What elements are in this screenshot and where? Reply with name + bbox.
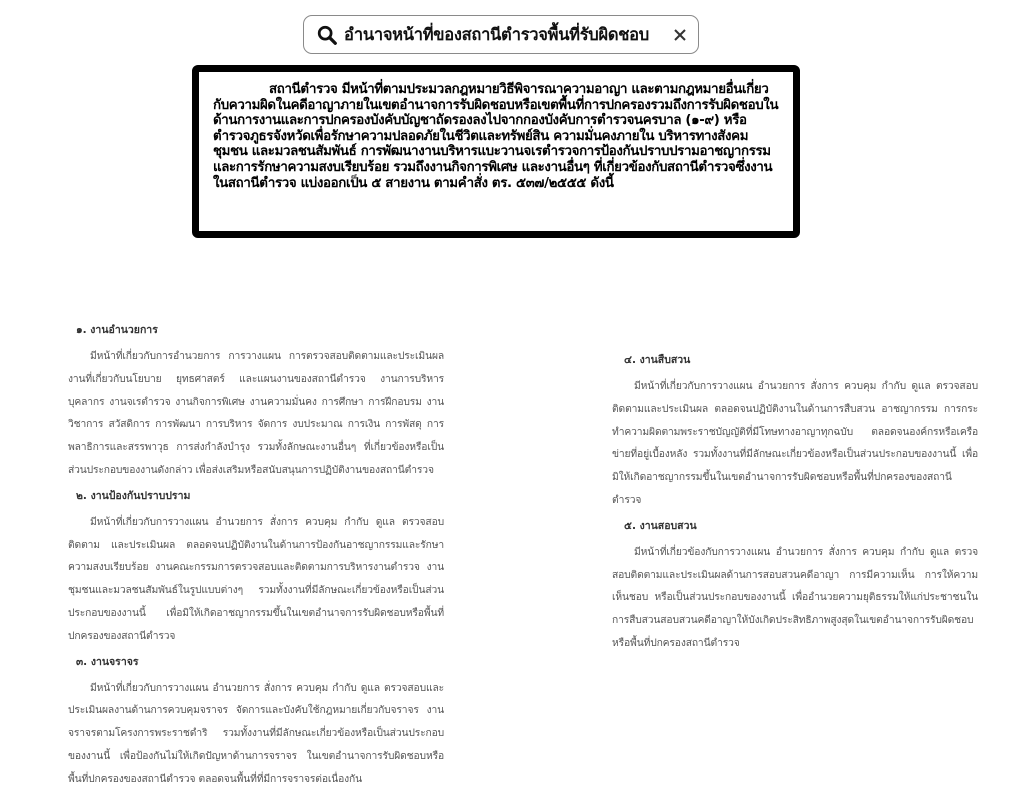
section-administration: [68, 322, 444, 482]
search-query[interactable]: อำนาจหน้าที่ของสถานีตำรวจพื้นที่รับผิดชอบ: [344, 24, 649, 44]
section-body: มีหน้าที่เกี่ยวกับการอำนวยการ การวางแผน การตรวจสอบติดตามและประเมินผลงานที่เกี่ยวกับนโยบาย ยุทธศาสตร์ และแผนงานของสถานีตำรวจ งานการบริหารบุคลากร งานจเรตำรวจ งานกิจการพิเศษ งานความมั่นคง การศึกษา การฝึกอบรม งานวิชาการ สวัสดิการ การพัฒนา การบริหาร จัดการ งบประมาณ การเงิน การพัสดุ การพลาธิการและสรรพาวุธ การส่งกำลังบำรุง รวมทั้งลักษณะงานอื่นๆ ที่เกี่ยวข้องหรือเป็นส่วนประกอบของงานดังกล่าว เพื่อส่งเสริมหรือสนับสนุนการปฏิบัติงานของสถานีตำรวจ: [68, 350, 444, 476]
summary-callout: [192, 65, 800, 238]
section-inquiry: [612, 518, 978, 655]
section-body: มีหน้าที่เกี่ยวกับการวางแผน อำนวยการ สั่งการ ควบคุม กำกับ ดูแล ตรวจสอบและประเมินผลงานด้านการควบคุมจราจร จัดการและบังคับใช้กฎหมายเกี่ยวกับจราจร งานจราจรตามโครงการพระราชดำริ รวมทั้งงานที่มีลักษณะเกี่ยวข้องหรือเป็นส่วนประกอบของงานนี้ เพื่อป้องกันไม่ให้เกิดปัญหาด้านการจราจร ในเขตอำนาจการรับผิดชอบหรือพื้นที่ปกครองของสถานีตำรวจ ตลอดจนพื้นที่ที่มีการจราจรต่อเนื่องกัน: [68, 681, 444, 785]
close-icon[interactable]: [672, 27, 688, 43]
section-title: ๔. งานสืบสวน: [624, 354, 691, 366]
section-title: ๕. งานสอบสวน: [624, 519, 697, 532]
document-left-column: [68, 322, 444, 797]
section-crime-prevention: [68, 488, 444, 648]
section-title: ๓. งานจราจร: [76, 655, 139, 668]
callout-text: สถานีตำรวจ มีหน้าที่ตามประมวลกฎหมายวิธีพิจารณาความอาญา และตามกฎหมายอื่นเกี่ยวกับความผิดในคดีอาญาภายในเขตอำนาจการรับผิดชอบหรือเขตพื้นที่การปกครองรวมถึงการรับผิดชอบในด้านการงานและการปกครองบังคับบัญชาถัดรองลงไปจากกองบังคับการตำรวจนครบาล (๑-๙) หรือตำรวจภูธรจังหวัดเพื่อรักษาความปลอดภัยในชีวิตและทรัพย์สิน ความมั่นคงภายใน บริหารทางสังคม ชุมชน และมวลชนสัมพันธ์ การพัฒนางานบริหารแบะวานจเรตำรวจการป้องกันปราบปรามอาชญากรรมและการรักษาความสงบเรียบร้อย รวมถึงงานกิจการพิเศษ และงานอื่นๆ ที่เกี่ยวข้องกับสถานีตำรวจซึ่งงานในสถานีตำรวจ แบ่งออกเป็น ๕ สายงาน ตามคำสั่ง ตร. ๕๓๗/๒๕๕๕ ดังนี้: [213, 82, 779, 191]
section-investigation: [612, 352, 978, 512]
section-title: ๑. งานอำนวยการ: [76, 324, 158, 336]
section-title: ๒. งานป้องกันปราบปราม: [76, 489, 191, 502]
section-body: มีหน้าที่เกี่ยวกับการวางแผน อำนวยการ สั่งการ ควบคุม กำกับ ดูแล ตรวจสอบติดตาม และประเมินผล ตลอดจนปฏิบัติงานในด้านการป้องกันอาชญากรรมและรักษาความสงบเรียบร้อย งานคณะกรรมการตรวจสอบและติดตามการบริหารงานตำรวจ งานชุมชนและมวลชนสัมพันธ์ในรูปแบบต่างๆ รวมทั้งงานที่มีลักษณะเกี่ยวข้องหรือเป็นส่วนประกอบของงานนี้ เพื่อมิให้เกิดอาชญากรรมขึ้นในเขตอำนาจการรับผิดชอบหรือพื้นที่ปกครองของสถานีตำรวจ: [68, 515, 444, 642]
section-body: มีหน้าที่เกี่ยวข้องกับการวางแผน อำนวยการ สั่งการ ควบคุม กำกับ ดูแล ตรวจสอบติดตามและประเมินผลด้านการสอบสวนคดีอาญา การมีความเห็น การให้ความเห็นชอบ หรือเป็นส่วนประกอบของงานนี้ เพื่ออำนวยความยุติธรรมให้แก่ประชาชนในการสืบสวนสอบสวนคดีอาญาให้บังเกิดประสิทธิภาพสูงสุดในเขตอำนาจการรับผิดชอบหรือพื้นที่ปกครองสถานีตำรวจ: [612, 545, 978, 649]
search-bar[interactable]: [303, 15, 699, 54]
search-icon: [316, 24, 338, 46]
section-traffic: [68, 654, 444, 791]
document-right-column: [612, 352, 978, 661]
section-body: มีหน้าที่เกี่ยวกับการวางแผน อำนวยการ สั่งการ ควบคุม กำกับ ดูแล ตรวจสอบติดตามและประเมินผล ตลอดจนปฏิบัติงานในด้านการสืบสวน อาชญากรรม การกระทำความผิดตามพระราชบัญญัติที่มีโทษทางอาญาทุกฉบับ ตลอดจนองค์กรหรือเครือข่ายที่อยู่เบื้องหลัง รวมทั้งงานที่มีลักษณะเกี่ยวข้องหรือเป็นส่วนประกอบของงานนี้ เพื่อมิให้เกิดอาชญากรรมขึ้นในเขตอำนาจการรับผิดชอบหรือพื้นที่ปกครองของสถานีตำรวจ: [612, 380, 978, 506]
